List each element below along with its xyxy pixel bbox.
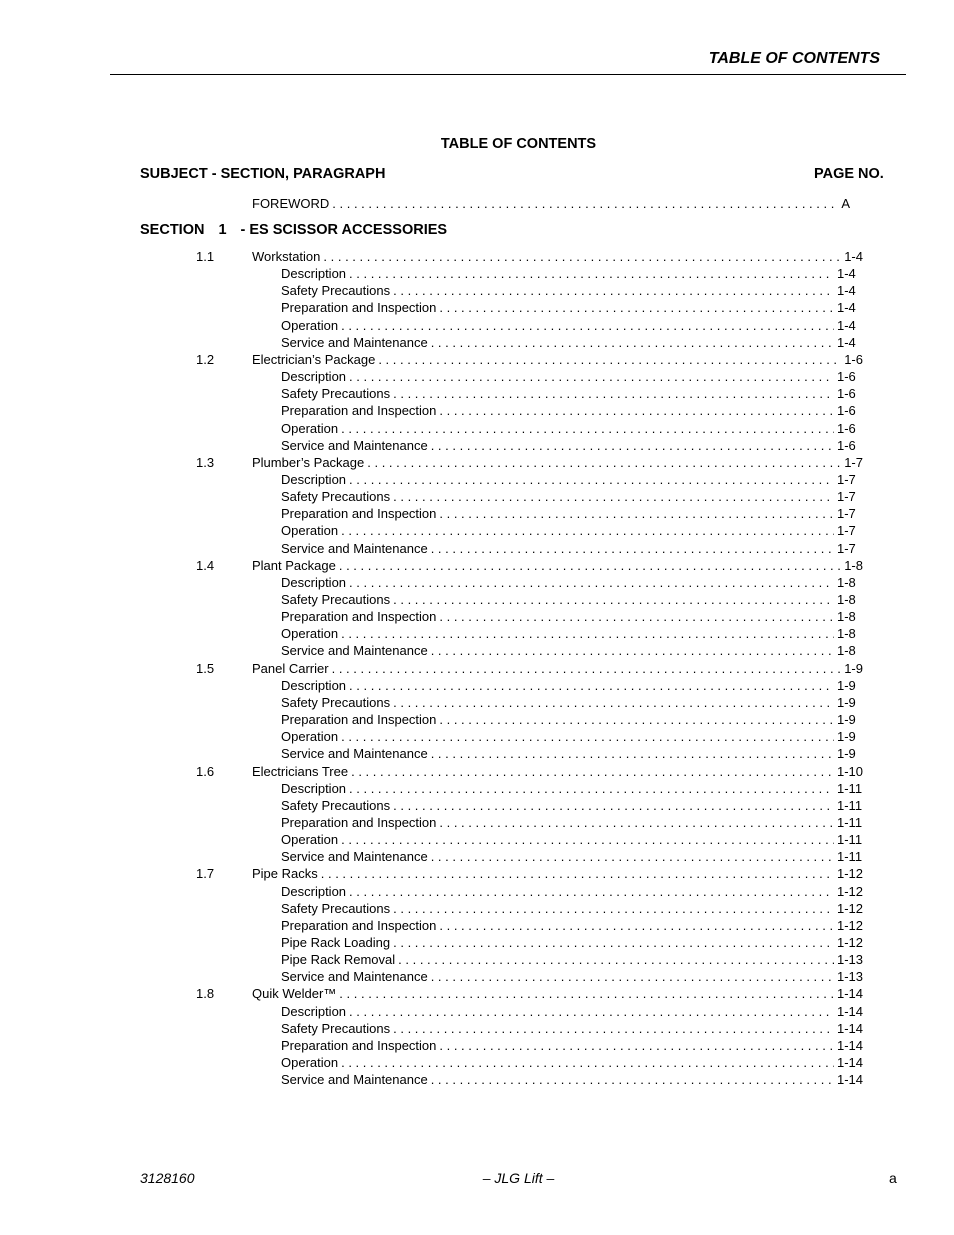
toc-entry-label: Description [281, 780, 347, 796]
toc-entry-label: Preparation and Inspection [281, 1037, 437, 1053]
running-header [110, 48, 906, 75]
toc-entry-label: Operation [281, 420, 339, 436]
dot-leader [431, 540, 834, 557]
dot-leader [431, 437, 834, 454]
toc-subentry[interactable] [281, 522, 863, 539]
toc-entry-page: 1-8 [844, 557, 863, 573]
dot-leader [431, 848, 834, 865]
toc-subentry[interactable] [281, 934, 863, 951]
toc-entry-label: Safety Precautions [281, 694, 391, 710]
toc-entry-label: Plant Package [252, 557, 336, 573]
toc-entry-page: 1-7 [837, 523, 856, 539]
subject-column-heading: SUBJECT - SECTION, PARAGRAPH [140, 166, 386, 182]
toc-entry-page: 1-14 [836, 1072, 863, 1088]
toc-entry-page: 1-6 [837, 420, 856, 436]
toc-entry-number: 1.4 [196, 557, 215, 573]
toc-entry-page: 1-8 [837, 592, 856, 607]
toc-entry-label: Pipe Rack Removal [281, 952, 396, 968]
toc-subentry[interactable] [281, 420, 863, 437]
toc-entry-page: 1-6 [837, 437, 856, 453]
dot-leader [398, 951, 834, 968]
toc-entry-page: 1-12 [836, 900, 863, 916]
toc-entry-label: Safety Precautions [281, 489, 391, 505]
dot-leader [431, 334, 834, 351]
toc-subentry[interactable] [281, 797, 863, 814]
dot-leader [393, 488, 834, 505]
toc-entry[interactable] [196, 985, 863, 1002]
dot-leader [349, 265, 834, 282]
toc-entry-label: Description [281, 471, 347, 487]
dot-leader [339, 557, 841, 574]
publisher-footer: – JLG Lift – [482, 1170, 555, 1186]
toc-subentry[interactable] [281, 488, 863, 505]
toc-entry-page: 1-4 [844, 249, 863, 264]
toc-entry-page: 1-9 [837, 729, 856, 745]
toc-entry-label: Preparation and Inspection [281, 814, 437, 830]
toc-entry[interactable] [196, 454, 863, 471]
toc-entry-page: 1-6 [837, 403, 856, 419]
dot-leader [439, 917, 834, 934]
toc-entry[interactable] [196, 865, 863, 882]
toc-subentry[interactable] [281, 299, 863, 316]
toc-subentry[interactable] [281, 745, 863, 762]
toc-entry-label: Quik Welder™ [252, 986, 337, 1002]
toc-entry-page: 1-7 [837, 489, 856, 505]
toc-entry-page: 1-8 [837, 643, 856, 659]
toc-entry-label: Description [281, 266, 347, 282]
toc-entry-label: Service and Maintenance [281, 849, 428, 865]
toc-subentry[interactable] [281, 951, 863, 968]
toc-entry-page: 1-14 [836, 1055, 863, 1071]
toc-entry-label: Panel Carrier [252, 660, 329, 676]
toc-entry-page: 1-11 [837, 814, 863, 830]
dot-leader [439, 814, 834, 831]
toc-subentry[interactable] [281, 814, 863, 831]
toc-entry-page: 1-11 [837, 780, 863, 796]
toc-entry-page: 1-10 [836, 763, 863, 779]
dot-leader [393, 900, 834, 917]
toc-entry[interactable] [196, 763, 863, 780]
toc-entry-label: Description [281, 369, 347, 385]
toc-entry-label: Description [281, 883, 347, 899]
toc-entry-page: 1-14 [836, 986, 863, 1002]
dot-leader [393, 694, 834, 711]
toc-entry-label: Electrician’s Package [252, 351, 376, 367]
dot-leader [341, 1054, 834, 1071]
toc-subentry[interactable] [281, 334, 863, 351]
dot-leader [367, 454, 841, 471]
document-number: 3128160 [140, 1170, 195, 1186]
toc-entry-page: 1-11 [837, 849, 863, 865]
toc-entry-page: 1-9 [844, 660, 863, 676]
toc-subentry[interactable] [281, 591, 863, 608]
toc-subentry[interactable] [281, 1054, 863, 1071]
toc-subentry[interactable] [281, 402, 863, 419]
toc-entry-page: 1-13 [836, 969, 863, 985]
toc-subentry[interactable] [281, 900, 863, 917]
toc-entry-label: Safety Precautions [281, 797, 391, 813]
toc-entry-page: 1-9 [837, 746, 856, 762]
toc-entry-label: Description [281, 1003, 347, 1019]
toc-subentry[interactable] [281, 968, 863, 985]
section-title: - ES SCISSOR ACCESSORIES [240, 222, 448, 238]
toc-entry-page: 1-4 [837, 266, 856, 282]
toc-entry-page: 1-14 [836, 1037, 863, 1053]
dot-leader [393, 1020, 834, 1037]
dot-leader [349, 677, 834, 694]
dot-leader [321, 865, 834, 882]
toc-entry[interactable] [196, 660, 863, 677]
toc-entry-label: Safety Precautions [281, 386, 391, 402]
toc-entry-label: Service and Maintenance [281, 437, 428, 453]
toc-entry-label: Service and Maintenance [281, 969, 428, 985]
toc-subentry[interactable] [281, 265, 863, 282]
dot-leader [439, 711, 834, 728]
dot-leader [431, 642, 834, 659]
toc-entry-page: 1-7 [837, 506, 856, 522]
toc-subentry[interactable] [281, 694, 863, 711]
dot-leader [349, 471, 834, 488]
toc-subentry[interactable] [281, 677, 863, 694]
toc-entry-page: 1-14 [836, 1020, 863, 1036]
toc-entry-label: Service and Maintenance [281, 334, 428, 350]
toc-entry-label: Service and Maintenance [281, 1072, 428, 1088]
toc-subentry[interactable] [281, 848, 863, 865]
toc-entry-label: Workstation [252, 249, 321, 264]
toc-entry-number: 1.8 [196, 986, 215, 1002]
toc-entry-page: 1-9 [837, 677, 856, 693]
page-column-heading: PAGE NO. [814, 166, 884, 182]
toc-entry-label: FOREWORD [252, 196, 330, 211]
dot-leader [393, 934, 834, 951]
dot-leader [341, 831, 834, 848]
dot-leader [431, 1071, 834, 1088]
toc-entry-page: 1-6 [837, 386, 856, 402]
toc-subentry[interactable] [281, 711, 863, 728]
toc-subentry[interactable] [281, 917, 863, 934]
page-title: TABLE OF CONTENTS [440, 136, 597, 152]
toc-entry-label: Operation [281, 626, 339, 642]
toc-entry-page: A [841, 196, 850, 211]
toc-entry-label: Safety Precautions [281, 283, 391, 299]
toc-entry-page: 1-11 [837, 797, 863, 813]
toc-entry-label: Electricians Tree [252, 763, 349, 779]
toc-foreword-link[interactable] [252, 195, 850, 212]
toc-subentry[interactable] [281, 368, 863, 385]
toc-entry-label: Preparation and Inspection [281, 712, 437, 728]
toc-subentry[interactable] [281, 1020, 863, 1037]
toc-entry-page: 1-6 [844, 351, 863, 367]
dot-leader [341, 420, 834, 437]
toc-entry-page: 1-12 [836, 917, 863, 933]
toc-subentry[interactable] [281, 728, 863, 745]
dot-leader [393, 797, 834, 814]
toc-entry-page: 1-8 [837, 626, 856, 642]
toc-entry-label: Preparation and Inspection [281, 403, 437, 419]
toc-entry-label: Plumber’s Package [252, 454, 365, 470]
dot-leader [323, 248, 841, 265]
toc-entry-label: Description [281, 574, 347, 590]
toc-subentry[interactable] [281, 385, 863, 402]
toc-entry-page: 1-4 [837, 283, 856, 299]
dot-leader [339, 985, 834, 1002]
section-number: 1 [218, 222, 227, 238]
toc-entry-page: 1-6 [837, 369, 856, 385]
toc-entry-number: 1.1 [196, 249, 215, 264]
toc-entry-number: 1.6 [196, 763, 215, 779]
toc-entry-number: 1.3 [196, 454, 215, 470]
dot-leader [378, 351, 841, 368]
toc-entry-page: 1-13 [836, 952, 863, 968]
toc-entry-page: 1-8 [837, 609, 856, 625]
dot-leader [349, 574, 834, 591]
toc-entry-label: Operation [281, 832, 339, 848]
dot-leader [349, 883, 834, 900]
toc-entry-page: 1-12 [836, 866, 863, 882]
toc-entry-page: 1-8 [837, 574, 856, 590]
toc-entry-label: Safety Precautions [281, 1020, 391, 1036]
dot-leader [431, 745, 834, 762]
toc-entry-number: 1.2 [196, 351, 215, 367]
toc-entry-label: Pipe Racks [252, 866, 318, 882]
toc-subentry[interactable] [281, 574, 863, 591]
toc-entry-label: Preparation and Inspection [281, 917, 437, 933]
dot-leader [349, 1003, 834, 1020]
toc-entry-number: 1.7 [196, 866, 215, 882]
dot-leader [332, 195, 838, 212]
dot-leader [393, 591, 834, 608]
toc-entry-page: 1-4 [837, 300, 856, 316]
dot-leader [439, 1037, 834, 1054]
toc-entry-label: Operation [281, 317, 339, 333]
toc-entry-label: Operation [281, 523, 339, 539]
dot-leader [393, 385, 834, 402]
dot-leader [332, 660, 842, 677]
section-label: SECTION [140, 222, 205, 238]
toc-subentry[interactable] [281, 642, 863, 659]
toc-subentry[interactable] [281, 1037, 863, 1054]
dot-leader [439, 402, 834, 419]
toc-entry-page: 1-12 [836, 935, 863, 950]
dot-leader [341, 728, 834, 745]
toc-entry-page: 1-14 [836, 1003, 863, 1019]
toc-subentry[interactable] [281, 282, 863, 299]
toc-entry-page: 1-7 [837, 540, 856, 556]
toc-entry-label: Preparation and Inspection [281, 506, 437, 522]
toc-entry-page: 1-7 [844, 454, 863, 470]
toc-entry-page: 1-11 [837, 832, 863, 848]
dot-leader [341, 522, 834, 539]
toc-entry-page: 1-9 [837, 712, 856, 728]
toc-subentry[interactable] [281, 1003, 863, 1020]
toc-subentry[interactable] [281, 883, 863, 900]
toc-entry-label: Operation [281, 729, 339, 745]
toc-subentry[interactable] [281, 831, 863, 848]
toc-subentry[interactable] [281, 608, 863, 625]
dot-leader [341, 317, 834, 334]
toc-entry[interactable] [196, 248, 863, 265]
toc-entry-label: Operation [281, 1055, 339, 1071]
toc-entry[interactable] [196, 351, 863, 368]
section-heading [140, 222, 447, 238]
dot-leader [439, 608, 834, 625]
toc-entry-label: Pipe Rack Loading [281, 935, 391, 950]
dot-leader [349, 368, 834, 385]
toc-subentry[interactable] [281, 505, 863, 522]
toc-entry-page: 1-7 [837, 471, 856, 487]
toc-entry[interactable] [196, 557, 863, 574]
toc-entry-label: Safety Precautions [281, 592, 391, 607]
toc-subentry[interactable] [281, 1071, 863, 1088]
toc-entry-label: Description [281, 677, 347, 693]
dot-leader [341, 625, 834, 642]
toc-entry-page: 1-12 [836, 883, 863, 899]
toc-entry-label: Preparation and Inspection [281, 609, 437, 625]
toc-subentry[interactable] [281, 780, 863, 797]
toc-subentry[interactable] [281, 317, 863, 334]
toc-entry-label: Service and Maintenance [281, 643, 428, 659]
toc-subentry[interactable] [281, 471, 863, 488]
toc-entry-page: 1-9 [837, 694, 856, 710]
dot-leader [439, 299, 834, 316]
toc-entry-page: 1-4 [837, 317, 856, 333]
toc-entry-label: Safety Precautions [281, 900, 391, 916]
dot-leader [439, 505, 834, 522]
toc-entry-number: 1.5 [196, 660, 215, 676]
page-number: a [889, 1170, 897, 1186]
toc-entry-label: Service and Maintenance [281, 540, 428, 556]
toc-entry-page: 1-4 [837, 334, 856, 350]
dot-leader [393, 282, 834, 299]
toc-subentry[interactable] [281, 625, 863, 642]
toc-entry-label: Service and Maintenance [281, 746, 428, 762]
dot-leader [431, 968, 834, 985]
dot-leader [349, 780, 834, 797]
running-title: TABLE OF CONTENTS [708, 50, 880, 67]
toc-entry-label: Preparation and Inspection [281, 300, 437, 316]
dot-leader [351, 763, 834, 780]
toc-subentry[interactable] [281, 540, 863, 557]
toc-subentry[interactable] [281, 437, 863, 454]
